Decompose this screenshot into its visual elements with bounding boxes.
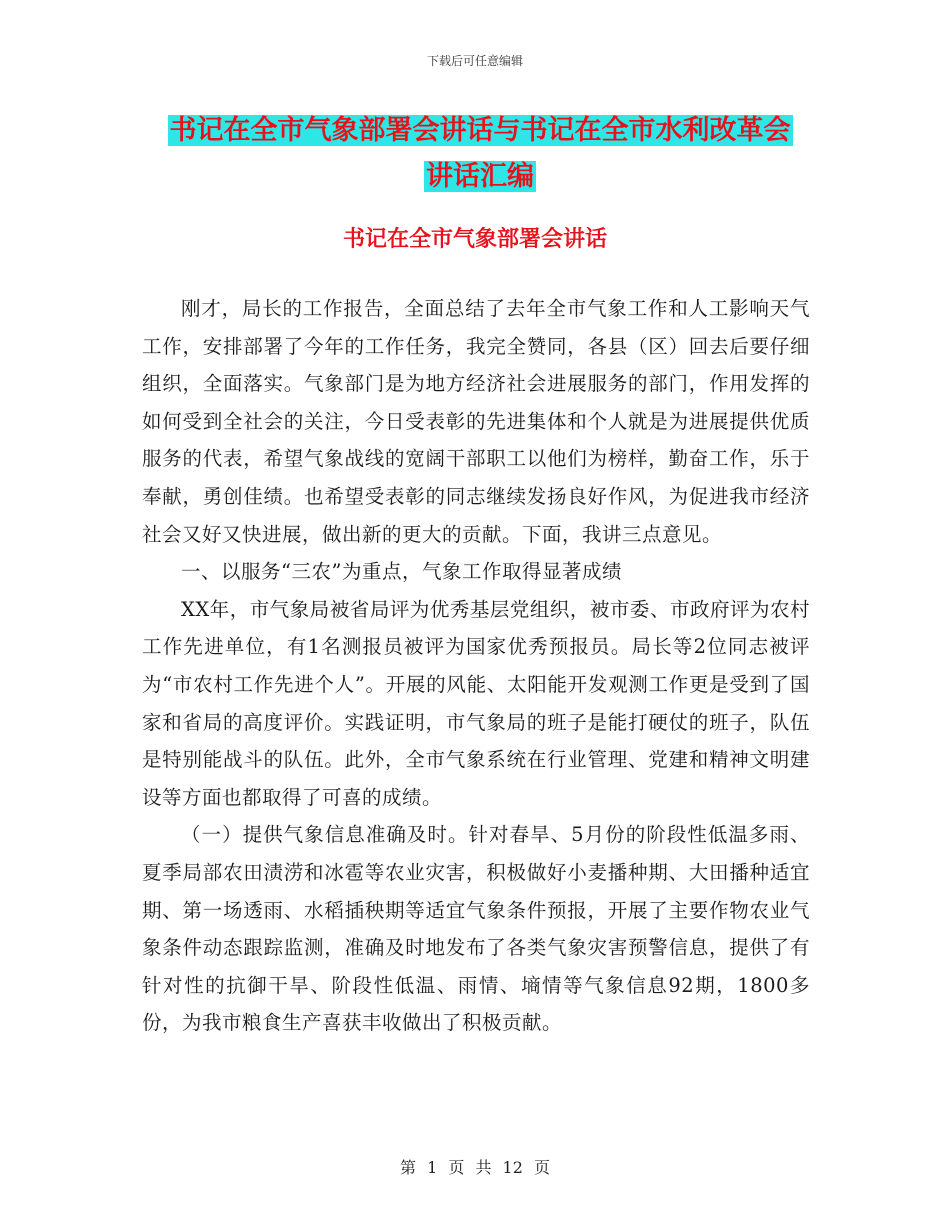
- paragraph-heading: 一、以服务“三农”为重点，气象工作取得显著成绩: [181, 560, 622, 584]
- header-note: 下载后可任意编辑: [426, 54, 523, 68]
- body-text: [142, 290, 810, 1042]
- page-footer: 第 1 页 共 12 页: [400, 1158, 550, 1177]
- section-title: 书记在全市气象部署会讲话: [342, 227, 607, 252]
- paragraph: 刚才，局长的工作报告，全面总结了去年全市气象工作和人工影响天气工作，安排部署了今年的工作任务，我完全赞同，各县（区）回去后要仔细组织，全面落实。气象部门是为地方经济社会进展服务的部门，作用发挥的如何受到全社会的关注，今日受表彰的先进集体和个人就是为进展提供优质服务的代表，希望气象战线的宽阔干部职工以他们为榜样，勤奋工作，乐于奉献，勇创佳绩。也希望受表彰的同志继续发扬良好作风，为促进我市经济社会又好又快进展，做出新的更大的贡献。下面，我讲三点意见。: [142, 297, 810, 546]
- title-line-2: 讲话汇编: [426, 161, 534, 192]
- paragraph: XX年，市气象局被省局评为优秀基层党组织，被市委、市政府评为农村工作先进单位，有1名测报员被评为国家优秀预报员。局长等2位同志被评为“市农村工作先进个人”。开展的风能、太阳能开发观测工作更是受到了国家和省局的高度评价。实践证明，市气象局的班子是能打硬仗的班子，队伍是特别能战斗的队伍。此外，全市气象系统在行业管理、党建和精神文明建设等方面也都取得了可喜的成绩。: [142, 597, 810, 809]
- title-line-1: 书记在全市气象部署会讲话与书记在全市水利改革会: [169, 115, 791, 146]
- document-title: [140, 108, 820, 200]
- paragraph: （一）提供气象信息准确及时。针对春旱、5月份的阶段性低温多雨、夏季局部农田渍涝和冰雹等农业灾害，积极做好小麦播种期、大田播种适宜期、第一场透雨、水稻插秧期等适宜气象条件预报，开展了主要作物农业气象条件动态跟踪监测，准确及时地发布了各类气象灾害预警信息，提供了有针对性的抗御干旱、阶段性低温、雨情、墒情等气象信息92期，1800多份，为我市粮食生产喜获丰收做出了积极贡献。: [142, 823, 810, 1035]
